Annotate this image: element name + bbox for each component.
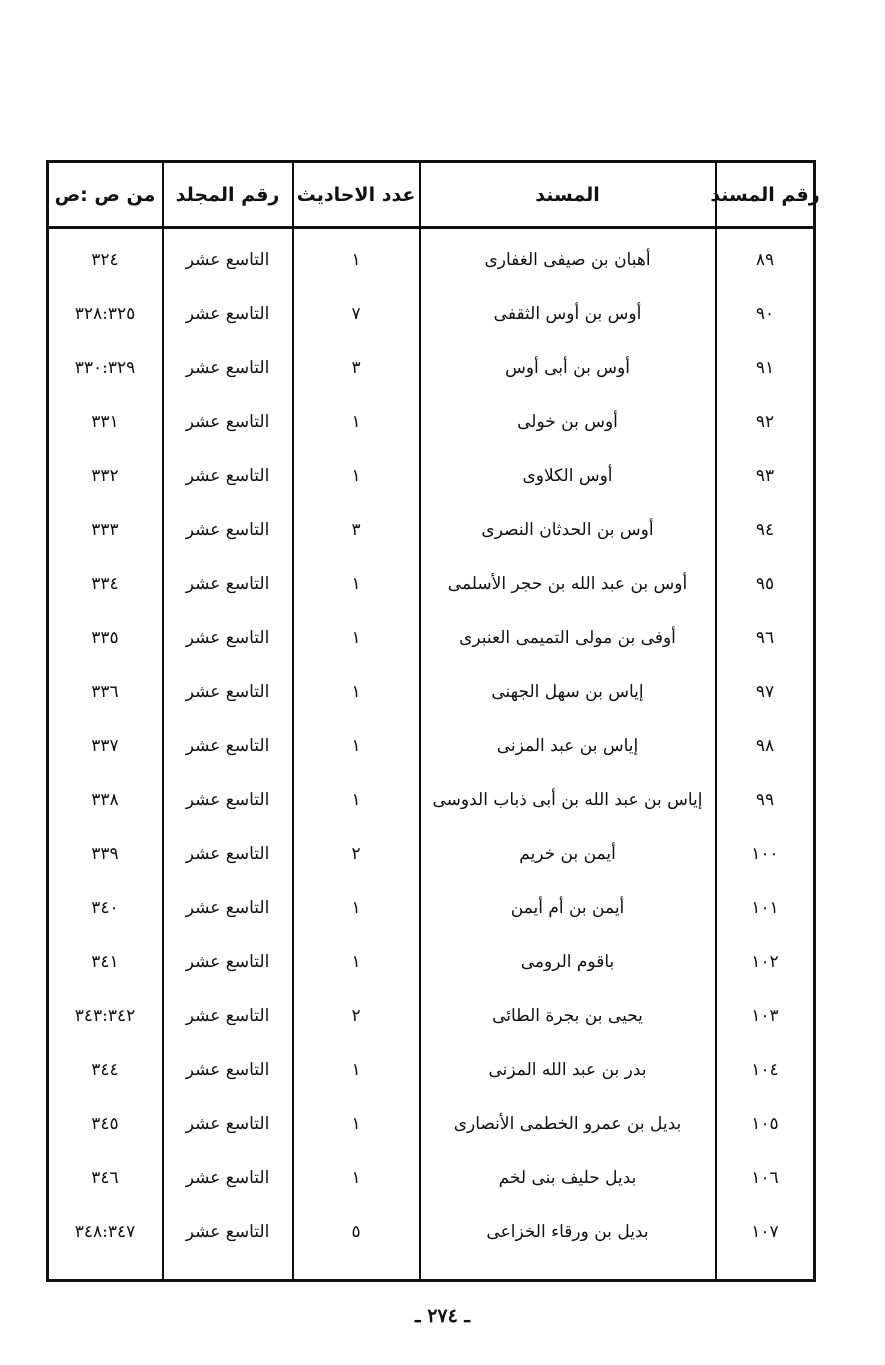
row-volume-number: التاسع عشر xyxy=(185,628,270,648)
table-row xyxy=(49,881,813,935)
row-musnad-number: ١٠٦ xyxy=(751,1168,779,1188)
row-page-range: ٣٣٨ xyxy=(91,790,119,810)
row-musnad-number: ٩٣ xyxy=(755,466,775,486)
row-page-range: ٣٤٣:٣٤٢ xyxy=(74,1006,136,1026)
row-hadith-count: ٣ xyxy=(351,520,361,540)
row-volume-number: التاسع عشر xyxy=(185,1114,270,1134)
row-volume-number: التاسع عشر xyxy=(185,574,270,594)
row-musnad-name: بدر بن عبد الله المزنى xyxy=(488,1060,647,1080)
row-hadith-count: ١ xyxy=(351,1114,361,1134)
row-hadith-count: ١ xyxy=(351,682,361,702)
row-page-range: ٣٤٤ xyxy=(91,1060,119,1080)
row-musnad-number: ٩٤ xyxy=(755,520,775,540)
row-musnad-number: ١٠٤ xyxy=(751,1060,779,1080)
row-page-range: ٣٣٤ xyxy=(91,574,119,594)
row-page-range: ٣٣٢ xyxy=(91,466,119,486)
row-hadith-count: ٥ xyxy=(351,1222,361,1242)
table-row xyxy=(49,665,813,719)
table-row xyxy=(49,935,813,989)
row-volume-number: التاسع عشر xyxy=(185,736,270,756)
row-volume-number: التاسع عشر xyxy=(185,1168,270,1188)
row-musnad-number: ١٠٧ xyxy=(751,1222,779,1242)
row-volume-number: التاسع عشر xyxy=(185,1006,270,1026)
row-hadith-count: ١ xyxy=(351,790,361,810)
table-row xyxy=(49,827,813,881)
row-musnad-number: ١٠٢ xyxy=(751,952,779,972)
row-page-range: ٣٤٠ xyxy=(91,898,119,918)
row-volume-number: التاسع عشر xyxy=(185,844,270,864)
table-row xyxy=(49,989,813,1043)
row-musnad-name: إياس بن عبد الله بن أبى ذباب الدوسى xyxy=(432,790,703,810)
row-page-range: ٣٣٩ xyxy=(91,844,119,864)
row-musnad-name: أوس بن الحدثان النصرى xyxy=(481,520,654,540)
row-volume-number: التاسع عشر xyxy=(185,952,270,972)
row-page-range: ٣٣٣ xyxy=(91,520,119,540)
header-musnad-number: رقم المسند xyxy=(710,183,820,206)
row-musnad-number: ٩٩ xyxy=(755,790,775,810)
row-volume-number: التاسع عشر xyxy=(185,304,270,324)
row-volume-number: التاسع عشر xyxy=(185,1060,270,1080)
row-page-range: ٣٣٠:٣٢٩ xyxy=(74,358,136,378)
row-hadith-count: ١ xyxy=(351,574,361,594)
row-hadith-count: ١ xyxy=(351,898,361,918)
table-row xyxy=(49,395,813,449)
row-page-range: ٣٤٦ xyxy=(91,1168,119,1188)
row-musnad-number: ٩٦ xyxy=(755,628,775,648)
row-hadith-count: ٢ xyxy=(351,1006,361,1026)
row-hadith-count: ١ xyxy=(351,628,361,648)
row-volume-number: التاسع عشر xyxy=(185,1222,270,1242)
row-page-range: ٣٣١ xyxy=(91,412,119,432)
row-musnad-name: بديل بن ورقاء الخزاعى xyxy=(486,1222,649,1242)
row-hadith-count: ١ xyxy=(351,1060,361,1080)
row-volume-number: التاسع عشر xyxy=(185,520,270,540)
table-row xyxy=(49,611,813,665)
row-hadith-count: ١ xyxy=(351,1168,361,1188)
row-volume-number: التاسع عشر xyxy=(185,412,270,432)
row-hadith-count: ١ xyxy=(351,736,361,756)
row-hadith-count: ١ xyxy=(351,952,361,972)
table-row xyxy=(49,773,813,827)
row-musnad-name: إياس بن سهل الجهنى xyxy=(491,682,644,702)
row-musnad-number: ٩٠ xyxy=(755,304,775,324)
row-page-range: ٣٤٥ xyxy=(91,1114,119,1134)
row-hadith-count: ١ xyxy=(351,412,361,432)
row-volume-number: التاسع عشر xyxy=(185,466,270,486)
table-row xyxy=(49,449,813,503)
row-musnad-name: إياس بن عبد المزنى xyxy=(496,736,639,756)
row-page-range: ٣٢٤ xyxy=(91,250,119,270)
row-musnad-number: ٩١ xyxy=(755,358,775,378)
header-hadith-count: عدد الاحاديث xyxy=(296,183,416,206)
row-page-range: ٣٣٧ xyxy=(91,736,119,756)
table-row xyxy=(49,1205,813,1259)
row-page-range: ٣٤٨:٣٤٧ xyxy=(74,1222,136,1242)
row-musnad-name: أيمن بن أم أيمن xyxy=(510,898,625,918)
row-musnad-number: ١٠٠ xyxy=(751,844,779,864)
row-musnad-name: بديل حليف بنى لخم xyxy=(498,1168,637,1188)
table-row xyxy=(49,1151,813,1205)
musnad-index-table xyxy=(46,160,820,1282)
row-musnad-name: بديل بن عمرو الخطمى الأنصارى xyxy=(453,1114,682,1134)
table-row xyxy=(49,233,813,287)
row-musnad-number: ١٠١ xyxy=(751,898,779,918)
table-row xyxy=(49,341,813,395)
row-musnad-name: أوس بن أوس الثقفى xyxy=(493,304,642,324)
row-volume-number: التاسع عشر xyxy=(185,358,270,378)
row-hadith-count: ١ xyxy=(351,250,361,270)
table-row xyxy=(49,557,813,611)
table-row xyxy=(49,719,813,773)
row-musnad-number: ١٠٣ xyxy=(751,1006,779,1026)
row-musnad-number: ٩٥ xyxy=(755,574,775,594)
row-hadith-count: ٣ xyxy=(351,358,361,378)
row-hadith-count: ٧ xyxy=(351,304,361,324)
row-musnad-number: ٩٧ xyxy=(755,682,775,702)
row-musnad-name: أوفى بن مولى التميمى العنبرى xyxy=(459,628,676,648)
table-row xyxy=(49,287,813,341)
row-hadith-count: ٢ xyxy=(351,844,361,864)
row-musnad-name: أوس الكلاوى xyxy=(522,466,613,486)
row-volume-number: التاسع عشر xyxy=(185,790,270,810)
table-header xyxy=(49,163,820,229)
row-volume-number: التاسع عشر xyxy=(185,898,270,918)
row-hadith-count: ١ xyxy=(351,466,361,486)
header-volume-number: رقم المجلد xyxy=(175,183,280,206)
row-page-range: ٣٤١ xyxy=(91,952,119,972)
row-musnad-number: ٩٢ xyxy=(755,412,775,432)
row-musnad-number: ١٠٥ xyxy=(751,1114,779,1134)
header-page-range: من ص :ص xyxy=(54,183,156,206)
row-musnad-name: أهبان بن صيفى الغفارى xyxy=(484,250,651,270)
row-musnad-name: يحيى بن بجرة الطائى xyxy=(492,1006,643,1026)
page-number: ـ ٢٧٤ ـ xyxy=(415,1305,470,1327)
row-page-range: ٣٢٨:٣٢٥ xyxy=(74,304,136,324)
table-row xyxy=(49,1043,813,1097)
table-row xyxy=(49,1097,813,1151)
row-musnad-number: ٩٨ xyxy=(755,736,775,756)
row-page-range: ٣٣٥ xyxy=(91,628,119,648)
table-row xyxy=(49,503,813,557)
row-musnad-name: أوس بن أبى أوس xyxy=(505,358,630,378)
header-musnad: المسند xyxy=(535,183,600,206)
row-musnad-name: أوس بن عبد الله بن حجر الأسلمى xyxy=(447,574,688,594)
row-page-range: ٣٣٦ xyxy=(91,682,119,702)
row-musnad-name: باقوم الرومى xyxy=(520,952,615,972)
row-musnad-number: ٨٩ xyxy=(755,250,775,270)
row-volume-number: التاسع عشر xyxy=(185,682,270,702)
row-musnad-name: أيمن بن خريم xyxy=(519,844,616,864)
row-volume-number: التاسع عشر xyxy=(185,250,270,270)
row-musnad-name: أوس بن خولى xyxy=(517,412,618,432)
